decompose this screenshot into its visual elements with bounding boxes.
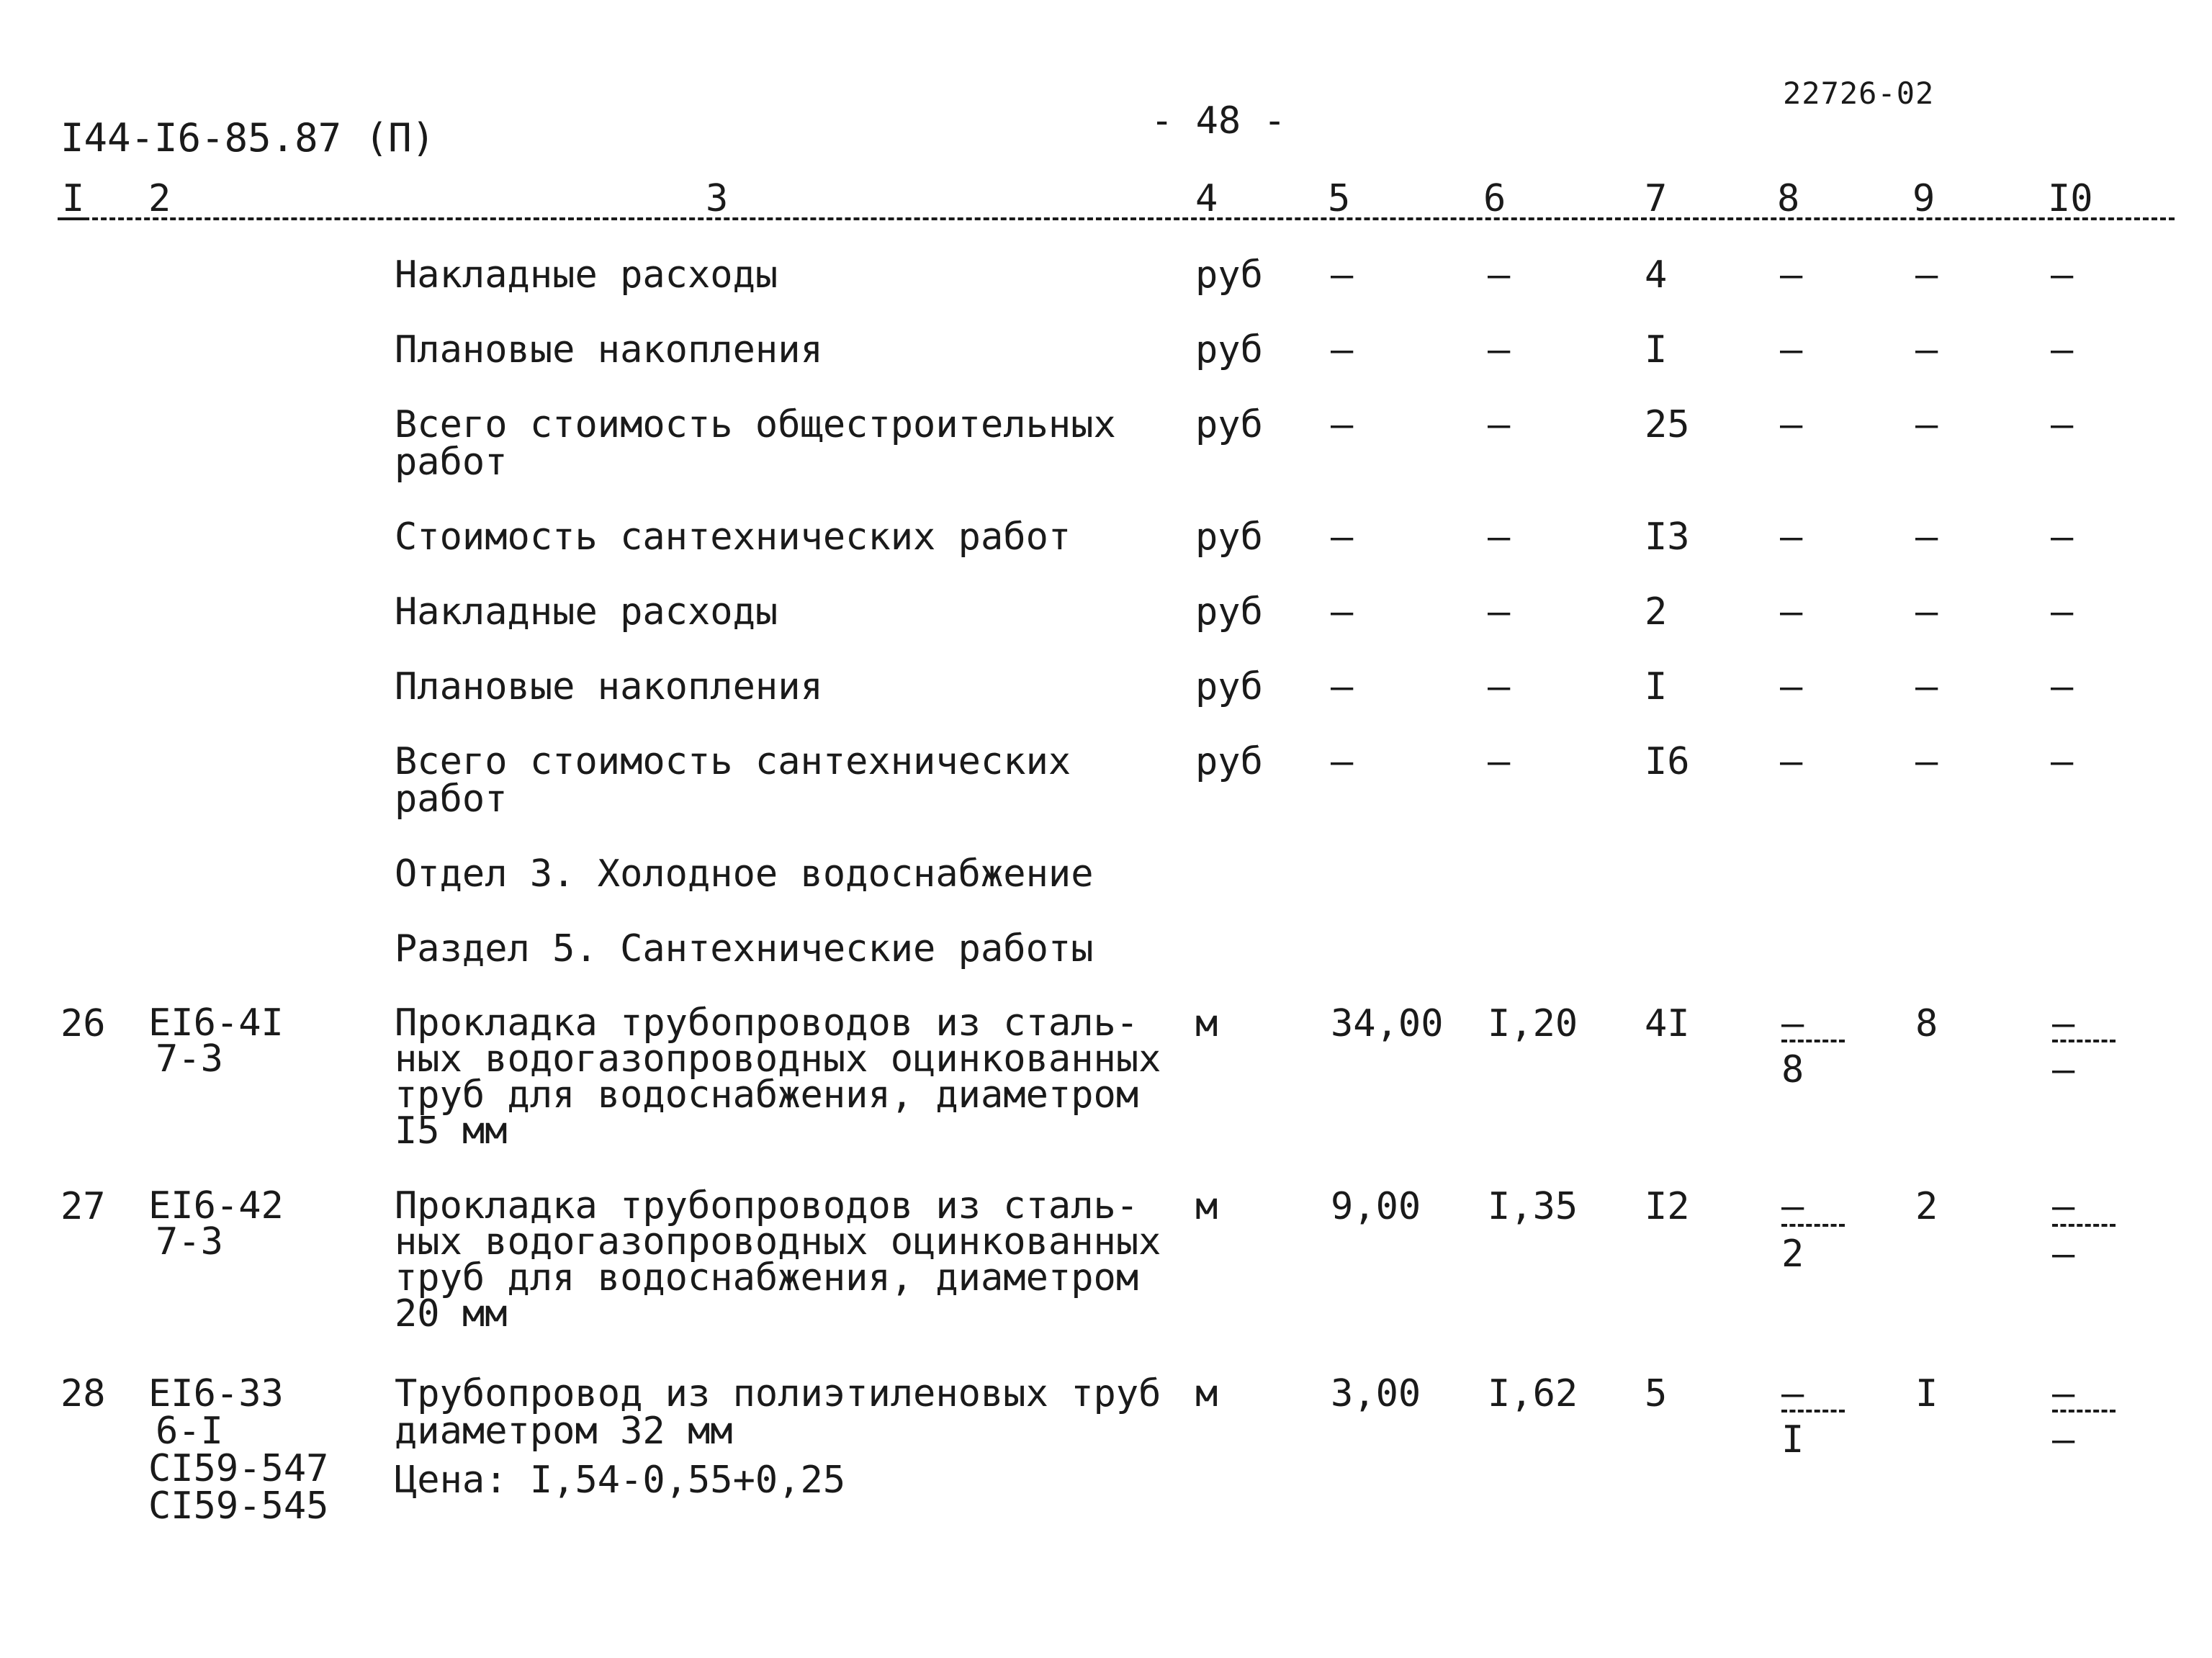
row-col6: – bbox=[1488, 515, 1511, 559]
item-description: Прокладка трубопроводов из сталь- ных водогазопроводных оцинкованных труб для водоснабжения, диаметром I5 мм bbox=[395, 1001, 1161, 1153]
item-col10-bottom: – bbox=[2052, 1233, 2075, 1276]
header-dashed-rule bbox=[58, 217, 2175, 220]
row-col10: – bbox=[2051, 515, 2074, 559]
section-title: Раздел 5. Сантехнические работы bbox=[395, 927, 1094, 970]
row-col6: – bbox=[1488, 253, 1511, 297]
row-col10: – bbox=[2051, 590, 2074, 634]
row-col10: – bbox=[2051, 403, 2074, 446]
row-col7: 25 bbox=[1645, 403, 1690, 446]
item-codes: EI6-4I 7-3 bbox=[148, 1001, 284, 1081]
row-col9: – bbox=[1915, 740, 1938, 783]
row-col9: – bbox=[1915, 590, 1938, 634]
row-col7: 2 bbox=[1645, 590, 1668, 634]
row-col7: I bbox=[1645, 665, 1668, 708]
col-header-5: 5 bbox=[1328, 177, 1351, 220]
item-col8-bottom: I bbox=[1781, 1418, 1804, 1461]
col-header-6: 6 bbox=[1483, 177, 1506, 220]
item-col8-fraction-bar bbox=[1781, 1410, 1845, 1413]
row-unit: руб bbox=[1195, 515, 1263, 559]
row-col7: I3 bbox=[1645, 515, 1690, 559]
item-col10-fraction-bar bbox=[2052, 1040, 2116, 1042]
row-col5: – bbox=[1331, 403, 1354, 446]
row-col10: – bbox=[2051, 740, 2074, 783]
row-col5: – bbox=[1331, 515, 1354, 559]
col-header-7: 7 bbox=[1645, 177, 1668, 220]
item-col10-top: – bbox=[2052, 1372, 2075, 1415]
row-col8: – bbox=[1780, 515, 1803, 559]
item-col8-top: – bbox=[1781, 1372, 1804, 1415]
item-unit: м bbox=[1195, 1185, 1218, 1228]
item-col9: I bbox=[1915, 1372, 1938, 1415]
col-header-3: 3 bbox=[706, 177, 729, 220]
item-col8-top: – bbox=[1781, 1185, 1804, 1228]
row-description: Плановые накопления bbox=[395, 665, 823, 708]
item-number: 26 bbox=[60, 1002, 106, 1045]
row-col8: – bbox=[1780, 253, 1803, 297]
row-col10: – bbox=[2051, 328, 2074, 371]
row-description: Стоимость сантехнических работ bbox=[395, 515, 1071, 559]
item-codes: EI6-42 7-3 bbox=[148, 1184, 284, 1263]
item-unit: м bbox=[1195, 1372, 1218, 1415]
row-unit: руб bbox=[1195, 740, 1263, 783]
row-description: Всего стоимость общестроительных работ bbox=[395, 403, 1116, 484]
row-col5: – bbox=[1331, 590, 1354, 634]
row-col9: – bbox=[1915, 403, 1938, 446]
handwritten-code: 22726-02 bbox=[1783, 76, 1935, 111]
item-quantity: 34,00 bbox=[1331, 1002, 1444, 1045]
row-col10: – bbox=[2051, 665, 2074, 708]
row-description: Всего стоимость сантехнических работ bbox=[395, 740, 1071, 821]
col-header-8: 8 bbox=[1777, 177, 1800, 220]
item-quantity: 3,00 bbox=[1331, 1372, 1421, 1415]
col-header-10: I0 bbox=[2048, 177, 2093, 220]
item-unit-price: I,35 bbox=[1488, 1185, 1578, 1228]
item-total: 5 bbox=[1645, 1372, 1668, 1415]
row-col6: – bbox=[1488, 665, 1511, 708]
row-col9: – bbox=[1915, 515, 1938, 559]
item-quantity: 9,00 bbox=[1331, 1185, 1421, 1228]
row-col6: – bbox=[1488, 740, 1511, 783]
row-unit: руб bbox=[1195, 665, 1263, 708]
row-col8: – bbox=[1780, 328, 1803, 371]
row-description: Плановые накопления bbox=[395, 328, 823, 371]
item-col8-fraction-bar bbox=[1781, 1224, 1845, 1227]
item-col8-fraction-bar bbox=[1781, 1040, 1845, 1042]
row-col5: – bbox=[1331, 665, 1354, 708]
item-total: I2 bbox=[1645, 1185, 1690, 1228]
row-col9: – bbox=[1915, 253, 1938, 297]
item-col10-top: – bbox=[2052, 1185, 2075, 1228]
row-col5: – bbox=[1331, 740, 1354, 783]
item-number: 28 bbox=[60, 1372, 106, 1415]
item-unit: м bbox=[1195, 1002, 1218, 1045]
row-col5: – bbox=[1331, 328, 1354, 371]
item-col8-top: – bbox=[1781, 1002, 1804, 1045]
row-col7: 4 bbox=[1645, 253, 1668, 297]
row-description: Накладные расходы bbox=[395, 253, 778, 297]
col-header-9: 9 bbox=[1912, 177, 1936, 220]
row-col9: – bbox=[1915, 665, 1938, 708]
item-col8-bottom: 2 bbox=[1781, 1233, 1804, 1276]
item-total: 4I bbox=[1645, 1002, 1690, 1045]
row-col9: – bbox=[1915, 328, 1938, 371]
col-header-4: 4 bbox=[1195, 177, 1218, 220]
item-col10-fraction-bar bbox=[2052, 1224, 2116, 1227]
row-unit: руб bbox=[1195, 403, 1263, 446]
row-col6: – bbox=[1488, 328, 1511, 371]
col-header-1: I bbox=[62, 177, 85, 220]
row-col8: – bbox=[1780, 590, 1803, 634]
row-col10: – bbox=[2051, 253, 2074, 297]
item-unit-price: I,62 bbox=[1488, 1372, 1578, 1415]
page-number: - 48 - bbox=[1151, 99, 1286, 143]
item-codes: EI6-33 6-I CI59-547 CI59-545 bbox=[148, 1372, 329, 1528]
row-unit: руб bbox=[1195, 590, 1263, 634]
row-col7: I bbox=[1645, 328, 1668, 371]
row-description: Накладные расходы bbox=[395, 590, 778, 634]
row-unit: руб bbox=[1195, 253, 1263, 297]
row-col6: – bbox=[1488, 403, 1511, 446]
row-unit: руб bbox=[1195, 328, 1263, 371]
item-unit-price: I,20 bbox=[1488, 1002, 1578, 1045]
item-number: 27 bbox=[60, 1185, 106, 1228]
item-col10-top: – bbox=[2052, 1002, 2075, 1045]
item-col9: 2 bbox=[1915, 1185, 1938, 1228]
item-col10-bottom: – bbox=[2052, 1048, 2075, 1091]
department-title: Отдел 3. Холодное водоснабжение bbox=[395, 852, 1094, 896]
item-description: Трубопровод из полиэтиленовых труб диаметром 32 мм bbox=[395, 1372, 1161, 1453]
row-col7: I6 bbox=[1645, 740, 1690, 783]
row-col8: – bbox=[1780, 403, 1803, 446]
item-col10-fraction-bar bbox=[2052, 1410, 2116, 1413]
row-col8: – bbox=[1780, 665, 1803, 708]
item-col10-bottom: – bbox=[2052, 1418, 2075, 1461]
col-header-2: 2 bbox=[148, 177, 171, 220]
document-code: I44-I6-85.87 (П) bbox=[60, 115, 436, 161]
item-description: Прокладка трубопроводов из сталь- ных водогазопроводных оцинкованных труб для водоснабжения, диаметром 20 мм bbox=[395, 1184, 1161, 1335]
item-col9: 8 bbox=[1915, 1002, 1938, 1045]
row-col5: – bbox=[1331, 253, 1354, 297]
row-col6: – bbox=[1488, 590, 1511, 634]
item-price-note: Цена: I,54-0,55+0,25 bbox=[395, 1459, 846, 1502]
item-col8-bottom: 8 bbox=[1781, 1048, 1804, 1091]
row-col8: – bbox=[1780, 740, 1803, 783]
